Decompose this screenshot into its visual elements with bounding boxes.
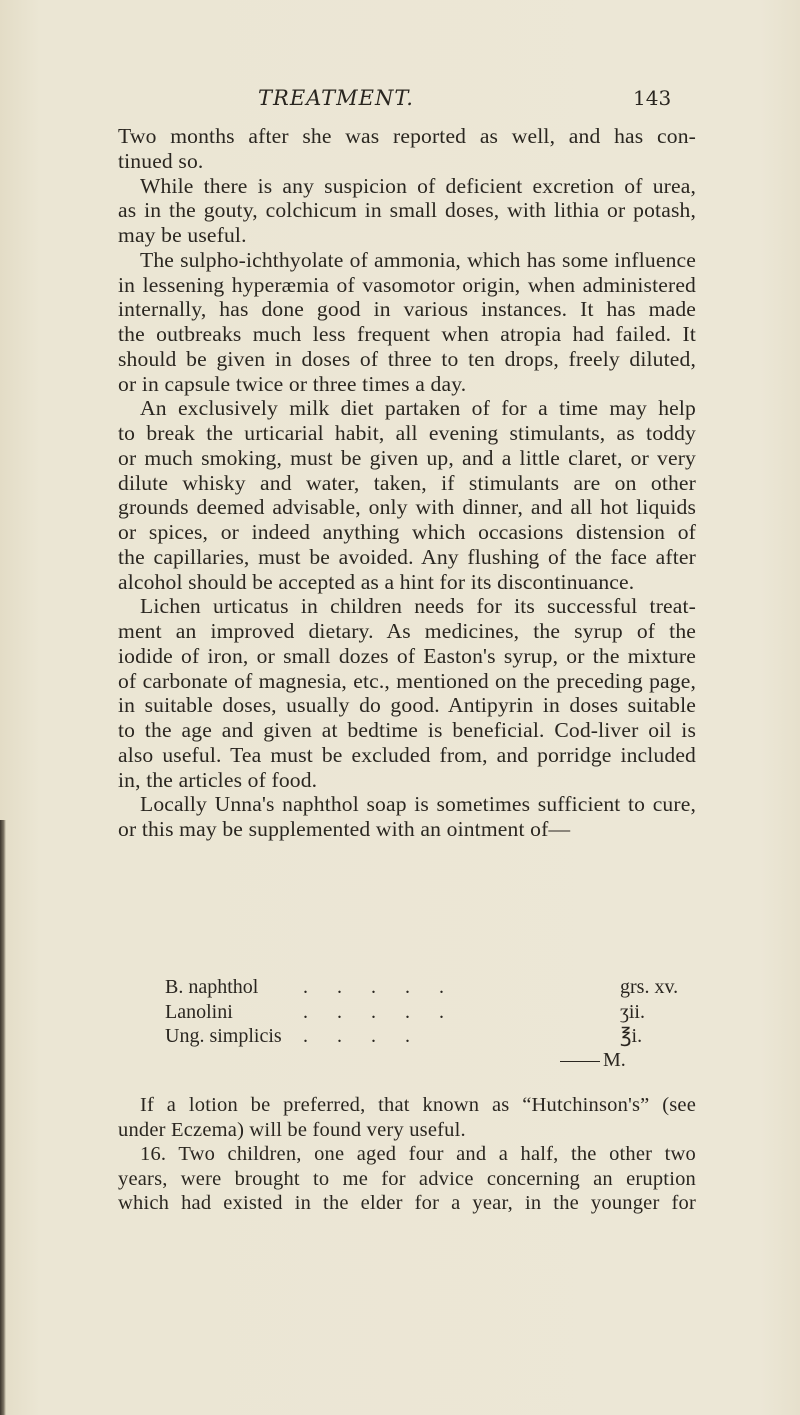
text-line: may be useful. [118,223,247,247]
lower-body-text [118,1093,696,1216]
ingredient-quantity: ℥i. [620,1025,643,1047]
text-line: of carbonate of magnesia, etc., mentioned on the preceding page, [118,668,696,693]
page-header [0,86,800,116]
paragraph [118,792,696,842]
text-line: 16. Two children, one aged four and a half, the other two [140,1143,696,1166]
paragraph [118,174,696,248]
text-line: or much smoking, must be given up, and a little claret, or very [118,445,696,470]
mix-rule [560,1061,600,1062]
running-title: TREATMENT. [258,86,414,110]
text-line: under Eczema) will be found very useful. [118,1118,466,1141]
paragraph [118,248,696,397]
prescription [165,975,679,1071]
text-line: alcohol should be accepted as a hint for its discontinuance. [118,569,635,594]
text-line: the outbreaks much less frequent when atropia had failed. It [118,322,696,346]
prescription-item [165,1000,665,1025]
paragraph [118,124,696,174]
text-line: If a lotion be preferred, that known as “Hutchinson's” (see [140,1094,696,1116]
text-line: dilute whisky and water, taken, if stimulants are on other [118,470,696,495]
leader-dots: . . . . . [303,1000,456,1023]
paragraph [118,594,696,792]
ingredient-name: Lanolini [165,1000,233,1023]
text-line: to break the urticarial habit, all evening stimulants, as toddy [118,421,696,445]
text-line: or in capsule twice or three times a day. [118,371,467,396]
prescription-item [165,1024,665,1049]
text-line: Two months after she was reported as well, and has con- [118,124,696,148]
text-line: also useful. Tea must be excluded from, and porridge included [118,742,696,767]
paragraph [118,1093,696,1142]
text-line: internally, has done good in various instances. It has made [118,297,696,322]
mix-sign: M. [603,1049,626,1071]
binding-shadow [0,820,6,1415]
text-line: Locally Unna's naphthol soap is sometimes sufficient to cure, [140,792,696,817]
text-line: iodide of iron, or small dozes of Easton's syrup, or the mixture [118,643,696,668]
leader-dots: . . . . [303,1025,422,1047]
text-line: which had existed in the elder for a year, in the younger for [118,1192,696,1215]
ingredient-quantity: ʒii. [620,1000,645,1023]
text-line: The sulpho-ichthyolate of ammonia, which has some influence [140,247,696,272]
text-line: tinued so. [118,148,204,173]
ingredient-name: B. naphthol [165,976,259,998]
text-line: While there is any suspicion of deficient excretion of urea, [140,173,696,198]
body-text [118,124,696,842]
text-line: or this may be supplemented with an ointment of— [118,817,571,841]
text-line: to the age and given at bedtime is beneficial. Cod-liver oil is [118,718,696,742]
text-line: in suitable doses, usually do good. Antipyrin in doses suitable [118,693,696,718]
text-line: grounds deemed advisable, only with dinner, and all hot liquids [118,495,696,520]
text-line: ment an improved dietary. As medicines, the syrup of the [118,619,696,643]
text-line: should be given in doses of three to ten drops, freely diluted, [118,346,696,371]
ingredient-quantity: grs. xv. [620,976,679,998]
text-line: in, the articles of food. [118,767,318,792]
text-line: the capillaries, must be avoided. Any flushing of the face after [118,544,696,569]
paragraph [118,396,696,594]
text-line: or spices, or indeed anything which occasions distension of [118,520,696,544]
paragraph [118,1142,696,1216]
text-line: Lichen urticatus in children needs for its successful treat- [140,594,696,619]
text-line: An exclusively milk diet partaken of for a time may help [140,396,696,421]
ingredient-name: Ung. simplicis [165,1025,282,1047]
text-line: as in the gouty, colchicum in small doses, with lithia or potash, [118,198,696,223]
text-line: in lessening hyperæmia of vasomotor origin, when administered [118,272,696,297]
prescription-item [165,975,679,1000]
text-line: years, were brought to me for advice concerning an eruption [118,1167,696,1190]
leader-dots: . . . . . [303,976,456,998]
page-number: 143 [633,86,672,110]
